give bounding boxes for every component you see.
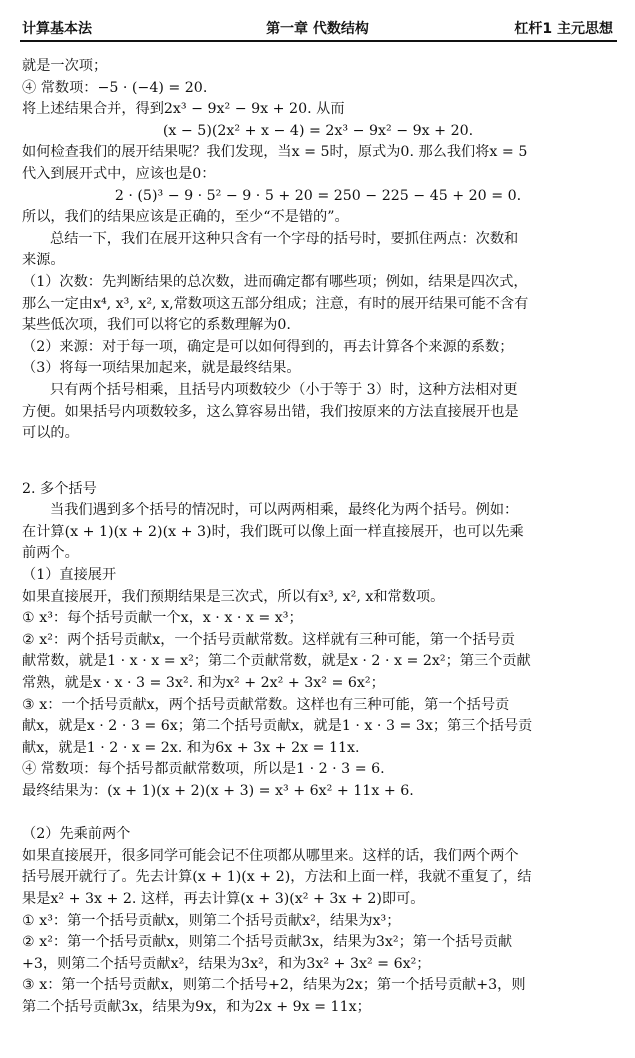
- subsection-heading: （2）先乘前两个: [22, 826, 131, 843]
- equation: (x − 5)(2x² + x − 4) = 2x³ − 9x² − 9x + 20.: [162, 122, 474, 139]
- text-line: 最终结果为：(x + 1)(x + 2)(x + 3) = x³ + 6x² + 11x + 6.: [22, 783, 414, 799]
- section-heading: 2. 多个括号: [22, 480, 97, 497]
- list-item: ③ x：一个括号贡献x，两个括号贡献常数。这样也有三种可能，第一个括号贡: [22, 696, 510, 713]
- header-rule: [20, 40, 617, 42]
- list-item: （3）将每一项结果加起来，就是最终结果。: [22, 360, 301, 377]
- text-line: 献x，就是x · 2 · 3 = 6x；第二个括号贡献x，就是1 · x · 3 = 3x；第三个括号贡: [22, 718, 533, 735]
- text-line: 方便。如果括号内项数较多，这么算容易出错，我们按原来的方法直接展开也是: [22, 403, 519, 420]
- text-line: 献x，就是1 · 2 · x = 2x. 和为6x + 3x + 2x = 11x.: [22, 739, 360, 756]
- spacer: [22, 803, 614, 825]
- paragraph-start: 总结一下，我们在展开这种只含有一个字母的括号时，要抓住两点：次数和: [50, 230, 519, 247]
- text-line: 果是x² + 3x + 2. 这样，再去计算(x + 3)(x² + 3x + 2)即可。: [22, 890, 425, 907]
- text-line: 在计算(x + 1)(x + 2)(x + 3)时，我们既可以像上面一样直接展开，也可以先乘: [22, 523, 524, 540]
- text-line: 某些低次项，我们可以将它的系数理解为0.: [22, 317, 291, 334]
- spacer: [22, 445, 614, 479]
- page-header: [22, 16, 613, 40]
- text-line: 如何检查我们的展开结果呢？我们发现，当x = 5时，原式为0. 那么我们将x = 5: [22, 144, 528, 161]
- text-line: 所以，我们的结果应该是正确的，至少“不是错的”。: [22, 209, 349, 226]
- list-item: ① x³：第一个括号贡献x，则第二个括号贡献x²，结果为x³；: [22, 912, 401, 929]
- text-line: +3，则第二个括号贡献x²，结果为3x²，和为3x² + 3x² = 6x²；: [22, 955, 431, 972]
- list-item: ③ x：第一个括号贡献x，则第二个括号+2，结果为2x；第一个括号贡献+3，则: [22, 977, 526, 994]
- paragraph-start: 当我们遇到多个括号的情况时，可以两两相乘，最终化为两个括号。例如：: [50, 502, 519, 519]
- text-line: 那么一定由x⁴, x³, x², x,常数项这五部分组成；注意，有时的展开结果可能不含有: [22, 295, 529, 312]
- text-line: 前两个。: [22, 545, 79, 562]
- text-line: 可以的。: [22, 425, 79, 442]
- text-line: 如果直接展开，我们预期结果是三次式，所以有x³, x², x和常数项。: [22, 588, 445, 605]
- equation: 2 · (5)³ − 9 · 5² − 9 · 5 + 20 = 250 − 225 − 45 + 20 = 0.: [114, 187, 522, 204]
- text-line: 第二个括号贡献3x，结果为9x，和为2x + 9x = 11x；: [22, 998, 371, 1015]
- header-book-title: 计算基本法: [22, 21, 92, 37]
- text-line: 来源。: [22, 252, 65, 269]
- list-item: ② x²：第一个括号贡献x，则第二个括号贡献3x，结果为3x²；第一个括号贡献: [22, 934, 513, 951]
- text-line: 就是一次项；: [22, 58, 108, 74]
- text-line: 常熟，就是x · x · 3 = 3x². 和为x² + 2x² + 3x² = 6x²；: [22, 675, 385, 692]
- text-line: 将上述结果合并，得到2x³ − 9x² − 9x + 20. 从而: [22, 101, 345, 118]
- list-item: （2）来源：对于每一项，确定是可以如何得到的，再去计算各个来源的系数；: [22, 338, 514, 355]
- page-body: [22, 56, 614, 1019]
- list-item: （1）次数：先判断结果的总次数，进而确定都有哪些项；例如，结果是四次式，: [22, 273, 528, 290]
- text-line: 如果直接展开，很多同学可能会记不住项都从哪里来。这样的话，我们两个两个: [22, 847, 519, 864]
- text-line: 代入到展开式中，应该也是0：: [22, 165, 216, 182]
- list-item: ① x³：每个括号贡献一个x，x · x · x = x³；: [22, 610, 303, 627]
- header-chapter: 第一章 代数结构: [266, 21, 369, 37]
- paragraph-start: 只有两个括号相乘，且括号内项数较少（小于等于 3）时，这种方法相对更: [50, 381, 518, 398]
- text-line: ④ 常数项：−5 · (−4) = 20.: [22, 79, 208, 96]
- subsection-heading: （1）直接展开: [22, 567, 117, 584]
- text-line: 括号展开就行了。先去计算(x + 1)(x + 2)，方法和上面一样，我就不重复了，结: [22, 869, 532, 886]
- header-section: 杠杆1 主元思想: [514, 21, 613, 37]
- list-item: ④ 常数项：每个括号都贡献常数项，所以是1 · 2 · 3 = 6.: [22, 761, 385, 778]
- text-line: 献常数，就是1 · x · x = x²；第二个贡献常数，就是x · 2 · x = 2x²；第三个贡献: [22, 653, 531, 670]
- list-item: ② x²：两个括号贡献x，一个括号贡献常数。这样就有三种可能，第一个括号贡: [22, 631, 515, 648]
